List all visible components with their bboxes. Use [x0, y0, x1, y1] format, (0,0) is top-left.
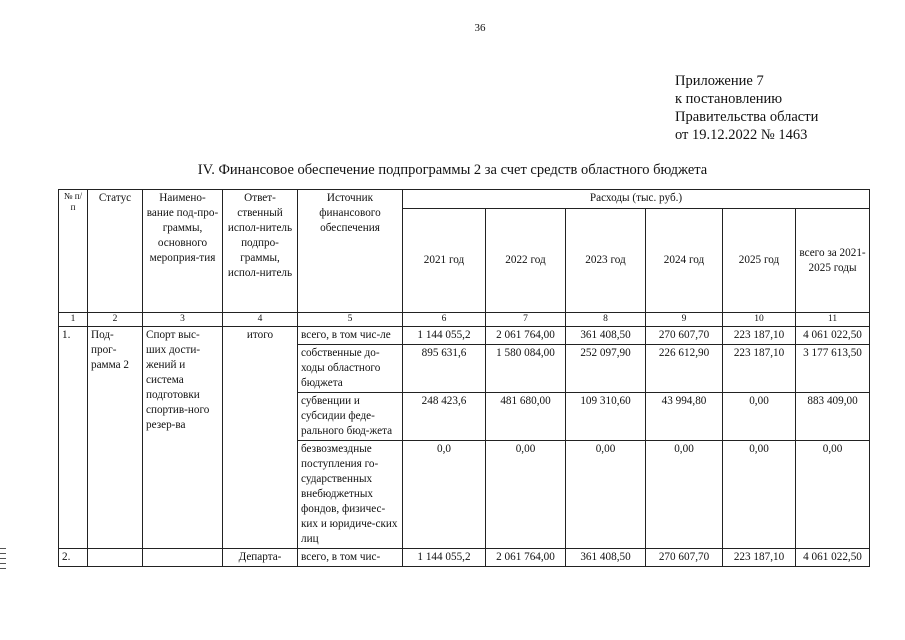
row1-status: Под-прог-рамма 2	[88, 327, 143, 549]
row2-name	[143, 549, 223, 567]
row1-executor: итого	[223, 327, 298, 549]
value-cell: 0,00	[723, 393, 796, 441]
value-cell: 0,00	[486, 441, 566, 549]
source-cell: безвозмездные поступления го-сударственных внебюджетных фондов, физичес-ких и юридиче-ских лиц	[298, 441, 403, 549]
value-cell: 43 994,80	[646, 393, 723, 441]
value-cell: 0,0	[403, 441, 486, 549]
value-cell: 226 612,90	[646, 345, 723, 393]
colnum-cell: 8	[566, 313, 646, 327]
value-cell: 3 177 613,50	[796, 345, 870, 393]
header-source: Источник финансового обеспечения	[298, 190, 403, 313]
value-cell: 0,00	[646, 441, 723, 549]
value-cell: 1 144 055,2	[403, 327, 486, 345]
page-number: 36	[474, 22, 486, 34]
value-cell: 4 061 022,50	[796, 549, 870, 567]
colnum-cell: 2	[88, 313, 143, 327]
source-cell: всего, в том чис-	[298, 549, 403, 567]
colnum-cell: 1	[59, 313, 88, 327]
colnum-cell: 9	[646, 313, 723, 327]
source-cell: субвенции и субсидии феде-рального бюд-жета	[298, 393, 403, 441]
colnum-cell: 3	[143, 313, 223, 327]
colnum-cell: 5	[298, 313, 403, 327]
header-executor: Ответ-ственный испол-нитель подпро-граммы, испол-нитель	[223, 190, 298, 313]
value-cell: 895 631,6	[403, 345, 486, 393]
appendix-line-4: от 19.12.2022 № 1463	[675, 127, 808, 143]
header-2024: 2024 год	[646, 209, 723, 313]
column-number-row	[59, 313, 870, 327]
value-cell: 223 187,10	[723, 549, 796, 567]
value-cell: 270 607,70	[646, 549, 723, 567]
table-row	[59, 327, 870, 345]
header-2022: 2022 год	[486, 209, 566, 313]
appendix-block	[675, 72, 818, 144]
document-title: IV. Финансовое обеспечение подпрограммы 2 за счет средств областного бюджета	[197, 162, 708, 178]
header-2023: 2023 год	[566, 209, 646, 313]
row2-executor: Департа-	[223, 549, 298, 567]
value-cell: 2 061 764,00	[486, 549, 566, 567]
colnum-cell: 11	[796, 313, 870, 327]
row1-name: Спорт выс-ших дости-жений и система подготовки спортив-ного резер-ва	[143, 327, 223, 549]
header-num: № п/п	[59, 190, 88, 313]
budget-table	[58, 189, 870, 567]
value-cell: 4 061 022,50	[796, 327, 870, 345]
source-cell: собственные до-ходы областного бюджета	[298, 345, 403, 393]
header-2025: 2025 год	[723, 209, 796, 313]
appendix-line-1: Приложение 7	[675, 73, 764, 89]
header-name: Наимено-вание под-про-граммы, основного мероприя-тия	[143, 190, 223, 313]
value-cell: 0,00	[796, 441, 870, 549]
value-cell: 1 580 084,00	[486, 345, 566, 393]
row1-num: 1.	[59, 327, 88, 549]
colnum-cell: 7	[486, 313, 566, 327]
appendix-line-2: к постановлению	[675, 91, 783, 107]
value-cell: 223 187,10	[723, 327, 796, 345]
source-cell: всего, в том чис-ле	[298, 327, 403, 345]
value-cell: 223 187,10	[723, 345, 796, 393]
value-cell: 361 408,50	[566, 327, 646, 345]
value-cell: 109 310,60	[566, 393, 646, 441]
colnum-cell: 6	[403, 313, 486, 327]
appendix-line-3: Правительства области	[675, 109, 819, 125]
value-cell: 0,00	[566, 441, 646, 549]
value-cell: 883 409,00	[796, 393, 870, 441]
value-cell: 481 680,00	[486, 393, 566, 441]
value-cell: 252 097,90	[566, 345, 646, 393]
value-cell: 270 607,70	[646, 327, 723, 345]
table-row	[59, 549, 870, 567]
value-cell: 1 144 055,2	[403, 549, 486, 567]
colnum-cell: 10	[723, 313, 796, 327]
header-status: Статус	[88, 190, 143, 313]
value-cell: 361 408,50	[566, 549, 646, 567]
value-cell: 0,00	[723, 441, 796, 549]
row2-num: 2.	[59, 549, 88, 567]
header-total: всего за 2021-2025 годы	[796, 209, 870, 313]
value-cell: 2 061 764,00	[486, 327, 566, 345]
margin-marks	[0, 548, 8, 573]
row2-status	[88, 549, 143, 567]
value-cell: 248 423,6	[403, 393, 486, 441]
header-expenses: Расходы (тыс. руб.)	[403, 190, 870, 209]
header-2021: 2021 год	[403, 209, 486, 313]
colnum-cell: 4	[223, 313, 298, 327]
